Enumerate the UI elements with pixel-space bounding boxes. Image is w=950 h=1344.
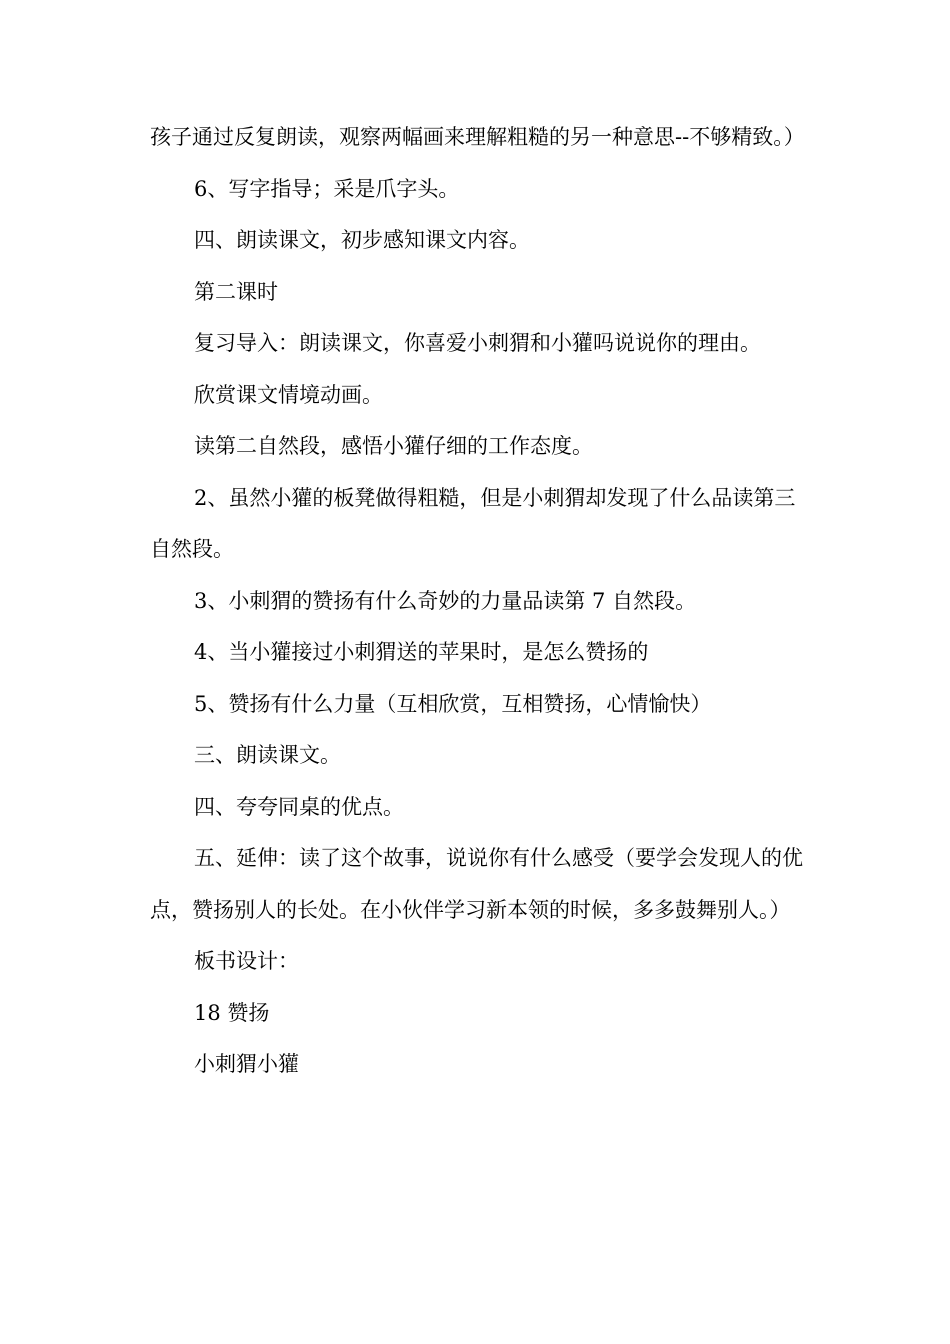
paragraph-1: 孩子通过反复朗读，观察两幅画来理解粗糙的另一种意思--不够精致。） bbox=[150, 125, 805, 149]
paragraph-7: 读第二自然段，感悟小獾仔细的工作态度。 bbox=[194, 434, 593, 458]
paragraph-13: 四、夸夸同桌的优点。 bbox=[194, 794, 404, 819]
paragraph-9: 3、小刺猬的赞扬有什么奇妙的力量品读第 7 自然段。 bbox=[194, 588, 697, 613]
paragraph-3: 四、朗读课文，初步感知课文内容。 bbox=[194, 228, 530, 252]
paragraph-16: 18 赞扬 bbox=[194, 1000, 270, 1025]
paragraph-15: 板书设计： bbox=[194, 949, 299, 973]
paragraph-17: 小刺猬小獾 bbox=[194, 1052, 299, 1076]
paragraph-8: 2、虽然小獾的板凳做得粗糙，但是小刺猬却发现了什么品读第三自然段。 bbox=[150, 485, 796, 561]
document-body bbox=[150, 112, 810, 1091]
paragraph-11: 5、赞扬有什么力量（互相欣赏，互相赞扬，心情愉快） bbox=[194, 691, 712, 716]
paragraph-5: 复习导入：朗读课文，你喜爱小刺猬和小獾吗说说你的理由。 bbox=[194, 331, 761, 355]
paragraph-2: 6、写字指导；采是爪字头。 bbox=[194, 176, 460, 201]
paragraph-14: 五、延伸：读了这个故事，说说你有什么感受（要学会发现人的优点，赞扬别人的长处。在小伙伴学习新本领的时候，多多鼓舞别人。） bbox=[150, 846, 803, 922]
paragraph-10: 4、当小獾接过小刺猬送的苹果时，是怎么赞扬的 bbox=[194, 640, 649, 664]
paragraph-4: 第二课时 bbox=[194, 279, 278, 304]
paragraph-12: 三、朗读课文。 bbox=[194, 743, 341, 767]
paragraph-6: 欣赏课文情境动画。 bbox=[194, 382, 383, 407]
